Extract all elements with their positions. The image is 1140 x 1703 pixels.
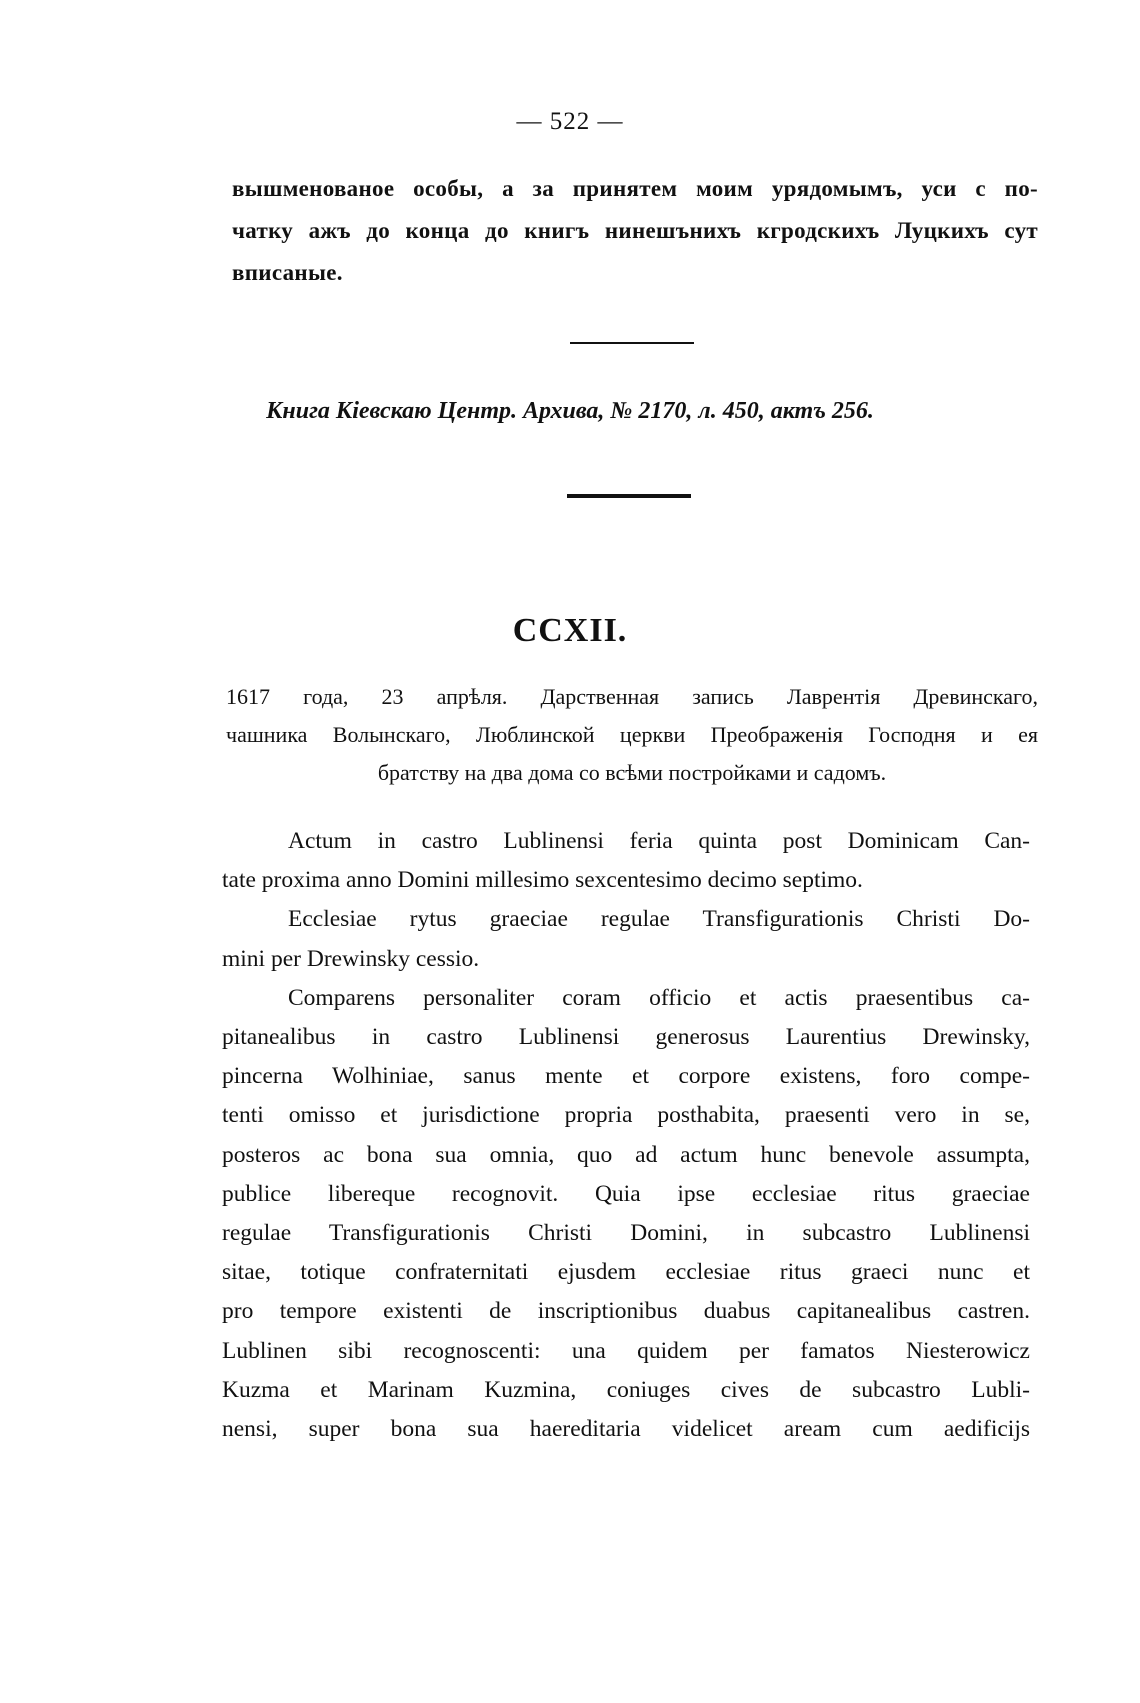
source-reference: Книга Кіевскаю Центр. Архива, № 2170, л. 450, актъ 256.	[266, 398, 874, 424]
body-line: Actum in castro Lublinensi feria quinta post Dominicam Can-	[288, 828, 1030, 854]
body-line: regulae Transfigurationis Christi Domini, in subcastro Lublinensi	[222, 1220, 1030, 1247]
section-number: CCXII.	[512, 612, 628, 649]
body-line: tate proxima anno Domini millesimo sexcentesimo decimo septimo.	[222, 867, 863, 894]
summary-line: чашника Волынскаго, Люблинской церкви Преображенія Господня и ея	[226, 722, 1038, 747]
text-line: вписаные.	[232, 260, 343, 285]
body-line: mini per Drewinsky cessio.	[222, 945, 480, 972]
body-line: pincerna Wolhiniae, sanus mente et corpore existens, foro compe-	[222, 1063, 1030, 1090]
body-line: Comparens personaliter coram officio et actis praesentibus ca-	[288, 984, 1030, 1011]
body-line: pro tempore existenti de inscriptionibus duabus capitanealibus castren.	[222, 1298, 1030, 1325]
latin-body-text	[222, 822, 1030, 1449]
section-divider	[567, 494, 691, 498]
summary-line: 1617 года, 23 апрѣля. Дарственная запись Лаврентія Древинскаго,	[226, 684, 1038, 709]
page-number: — 522 —	[516, 108, 624, 135]
summary-line: братству на два дома со всѣми постройками и садомъ.	[377, 760, 887, 785]
separator-rule	[570, 342, 694, 345]
body-line: Lublinen sibi recognoscenti: una quidem per famatos Niesterowicz	[222, 1337, 1030, 1364]
body-line: Kuzma et Marinam Kuzmina, coniuges cives de subcastro Lubli-	[222, 1376, 1030, 1403]
body-line: posteros ac bona sua omnia, quo ad actum hunc benevole assumpta,	[222, 1141, 1030, 1168]
continuation-paragraph	[232, 168, 1038, 294]
document-summary	[226, 678, 1038, 792]
text-line: вышменованое особы, а за принятем моим урядомымъ, уси с по-	[232, 176, 1038, 201]
body-line: sitae, totique confraternitati ejusdem ecclesiae ritus graeci nunc et	[222, 1259, 1030, 1286]
body-line: Ecclesiae rytus graeciae regulae Transfigurationis Christi Do-	[288, 906, 1030, 933]
body-line: nensi, super bona sua haereditaria videlicet aream cum aedificijs	[222, 1416, 1030, 1443]
body-line: pitanealibus in castro Lublinensi generosus Laurentius Drewinsky,	[222, 1024, 1030, 1051]
body-line: tenti omisso et jurisdictione propria posthabita, praesenti vero in se,	[222, 1102, 1030, 1129]
body-line: publice libereque recognovit. Quia ipse ecclesiae ritus graeciae	[222, 1180, 1030, 1207]
text-line: чатку ажъ до конца до книгъ нинешънихъ кгродскихъ Луцкихъ сут	[232, 218, 1038, 243]
